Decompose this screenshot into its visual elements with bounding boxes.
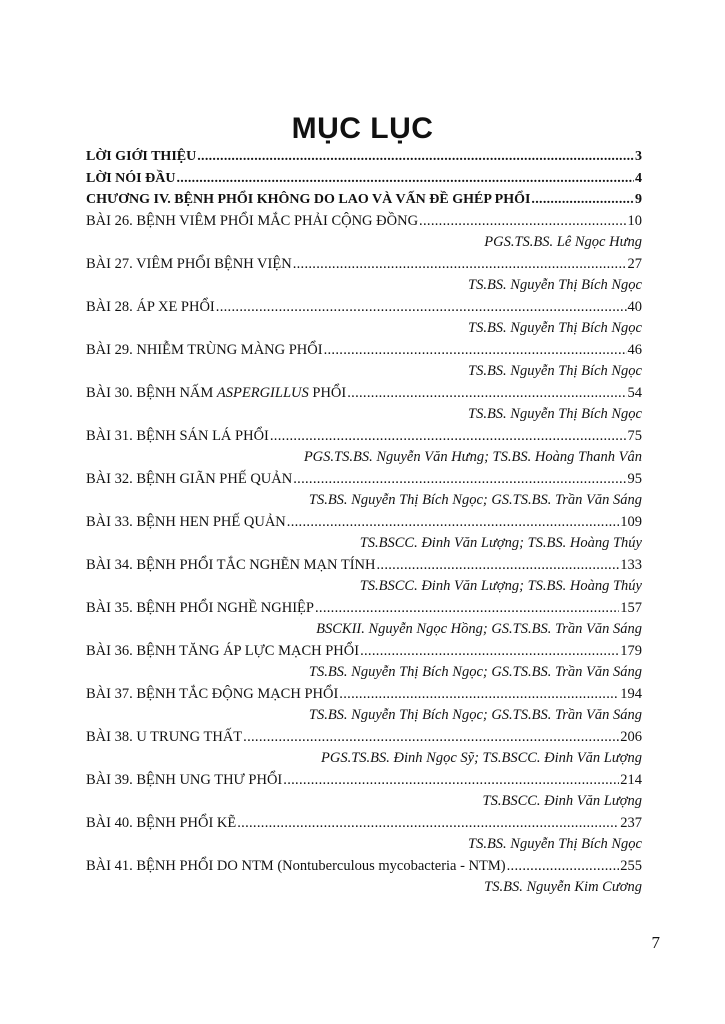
- toc-entry-title: BÀI 29. NHIỄM TRÙNG MÀNG PHỔI: [86, 341, 323, 358]
- toc-entry-page: 10: [627, 212, 642, 229]
- toc-entry-author: PGS.TS.BS. Đinh Ngọc Sỹ; TS.BSCC. Đinh Văn Lượng: [321, 750, 642, 766]
- toc-entry[interactable]: [86, 297, 642, 319]
- toc-entry-page: 27: [627, 255, 642, 272]
- dot-leader: [287, 512, 619, 534]
- toc-entry[interactable]: [86, 254, 642, 276]
- toc-entry-title-suffix: PHỔI: [308, 384, 347, 401]
- toc-entry[interactable]: [86, 383, 642, 405]
- toc-entry[interactable]: [86, 598, 642, 620]
- dot-leader: [216, 297, 627, 319]
- toc-entry[interactable]: [86, 211, 642, 233]
- toc-entry-author: PGS.TS.BS. Lê Ngọc Hưng: [484, 234, 642, 250]
- dot-leader: [347, 383, 626, 405]
- toc-entry-label: [86, 211, 418, 233]
- toc-entry-title: BÀI 35. BỆNH PHỔI NGHỀ NGHIỆP: [86, 599, 314, 616]
- dot-leader: [507, 856, 620, 878]
- toc-entry-page: 214: [620, 771, 642, 788]
- toc-entry-title: BÀI 32. BỆNH GIÃN PHẾ QUẢN: [86, 470, 293, 487]
- toc-entry-page: 206: [620, 728, 642, 745]
- toc-entry-title: BÀI 28. ÁP XE PHỔI: [86, 298, 215, 315]
- toc-entry-page: 237: [620, 814, 642, 831]
- toc-entry-title: BÀI 40. BỆNH PHỔI KẼ: [86, 814, 237, 831]
- toc-entry-title: BÀI 38. U TRUNG THẤT: [86, 728, 243, 745]
- dot-leader: [315, 598, 619, 620]
- toc-entry[interactable]: [86, 555, 642, 577]
- toc-entry-title: BÀI 37. BỆNH TẮC ĐỘNG MẠCH PHỔI: [86, 685, 339, 702]
- toc-entry-author: TS.BS. Nguyễn Thị Bích Ngọc: [468, 406, 642, 422]
- toc-entry[interactable]: [86, 641, 642, 663]
- toc-entry-title: BÀI 33. BỆNH HEN PHẾ QUẢN: [86, 513, 286, 530]
- toc-entry[interactable]: [86, 469, 642, 491]
- dot-leader: [283, 770, 619, 792]
- dot-leader: [293, 469, 626, 491]
- toc-entry[interactable]: [86, 770, 642, 792]
- toc-entry-label: [86, 340, 323, 362]
- toc-entry-page: 157: [620, 599, 642, 616]
- dot-leader: [531, 189, 634, 211]
- toc-entry-author: TS.BSCC. Đinh Văn Lượng: [482, 793, 642, 809]
- toc-entry[interactable]: [86, 684, 642, 706]
- toc-entry-preface[interactable]: [86, 168, 642, 190]
- toc-entry-page: 3: [635, 149, 642, 164]
- toc-entry-title: BÀI 26. BỆNH VIÊM PHỔI MẮC PHẢI CỘNG ĐỒNG: [86, 212, 419, 229]
- toc-entry-author: TS.BSCC. Đinh Văn Lượng; TS.BS. Hoàng Thúy: [359, 535, 642, 551]
- dot-leader: [419, 211, 626, 233]
- toc-entry-title-italic: ASPERGILLUS: [216, 384, 309, 401]
- toc-entry-label: [86, 254, 292, 276]
- toc-entry-page: 4: [635, 170, 642, 186]
- toc-entry-page: 179: [620, 642, 642, 659]
- toc-entry-author: TS.BS. Nguyễn Thị Bích Ngọc: [468, 320, 642, 336]
- toc-entry-title: BÀI 41. BỆNH PHỔI DO NTM (Nontuberculous mycobacteria - NTM): [86, 857, 506, 874]
- dot-leader: [376, 555, 619, 577]
- toc-entry-chapter-iv[interactable]: [86, 189, 642, 211]
- toc-entry[interactable]: [86, 727, 642, 749]
- dot-leader: [293, 254, 627, 276]
- toc-entry[interactable]: [86, 856, 642, 878]
- toc-entry-label: [86, 297, 215, 319]
- toc-entry-author: TS.BS. Nguyễn Thị Bích Ngọc; GS.TS.BS. Trần Văn Sáng: [308, 492, 642, 508]
- toc-entry[interactable]: [86, 426, 642, 448]
- toc-entry-label: [86, 770, 282, 792]
- toc-entry-page: 40: [627, 298, 642, 315]
- toc-entry[interactable]: [86, 340, 642, 362]
- toc-entry-label: [86, 598, 314, 620]
- dot-leader: [270, 426, 627, 448]
- toc-entry-title: BÀI 27. VIÊM PHỔI BỆNH VIỆN: [86, 255, 292, 272]
- toc-entry-label: [86, 813, 236, 835]
- toc-entry-page: 255: [620, 857, 642, 874]
- dot-leader: [360, 641, 619, 663]
- toc-entry-page: 75: [627, 427, 642, 444]
- toc-entry-page: 109: [620, 513, 642, 530]
- toc-entry-author: TS.BS. Nguyễn Thị Bích Ngọc; GS.TS.BS. Trần Văn Sáng: [308, 664, 642, 680]
- toc-entry-label: LỜI NÓI ĐẦU: [86, 170, 176, 186]
- toc-entry-label: CHƯƠNG IV. BỆNH PHỔI KHÔNG DO LAO VÀ VẤN ĐỀ GHÉP PHỔI: [86, 192, 531, 207]
- toc-entry-title: BÀI 31. BỆNH SÁN LÁ PHỔI: [86, 427, 269, 444]
- toc-entry-page: 133: [620, 556, 642, 573]
- toc-entry-label: LỜI GIỚI THIỆU: [86, 149, 197, 164]
- toc-entry[interactable]: [86, 512, 642, 534]
- toc-entry-author: TS.BS. Nguyễn Kim Cương: [484, 879, 642, 895]
- dot-leader: [324, 340, 627, 362]
- dot-leader: [176, 168, 634, 190]
- toc-entry-title: BÀI 34. BỆNH PHỔI TẮC NGHẼN MẠN TÍNH: [86, 556, 376, 573]
- toc-entry-label: [86, 856, 506, 878]
- toc-entry-label: [86, 727, 242, 749]
- dot-leader: [339, 684, 619, 706]
- toc-entry-title: BÀI 36. BỆNH TĂNG ÁP LỰC MẠCH PHỔI: [86, 642, 360, 659]
- dot-leader: [197, 146, 634, 168]
- toc-entry-label: [86, 641, 359, 663]
- toc-entry-page: 95: [627, 470, 642, 487]
- toc-entry-label: [86, 383, 346, 405]
- toc-entry-author: TS.BS. Nguyễn Thị Bích Ngọc: [468, 363, 642, 379]
- toc-entry-label: [86, 512, 286, 534]
- table-of-contents: [86, 146, 642, 899]
- toc-entry-label: [86, 684, 338, 706]
- toc-entry-author: TS.BS. Nguyễn Thị Bích Ngọc; GS.TS.BS. Trần Văn Sáng: [308, 707, 642, 723]
- toc-entry-page: 46: [627, 341, 642, 358]
- toc-entry-title: BÀI 39. BỆNH UNG THƯ PHỔI: [86, 771, 283, 788]
- toc-entry-page: 194: [620, 685, 642, 702]
- dot-leader: [243, 727, 619, 749]
- toc-entry-intro[interactable]: [86, 146, 642, 168]
- toc-entry-label: [86, 469, 292, 491]
- page-title: MỤC LỤC: [291, 112, 434, 145]
- toc-entry-author: PGS.TS.BS. Nguyễn Văn Hưng; TS.BS. Hoàng Thanh Vân: [303, 449, 642, 465]
- toc-entry-label: [86, 426, 269, 448]
- toc-entry-label: [86, 555, 375, 577]
- toc-entry-page: 54: [627, 384, 642, 401]
- lesson-list: [86, 211, 642, 899]
- toc-entry-author: TS.BS. Nguyễn Thị Bích Ngọc: [468, 277, 642, 293]
- page-number: 7: [651, 933, 660, 952]
- toc-entry-page: 9: [635, 192, 642, 207]
- toc-entry-author: TS.BSCC. Đinh Văn Lượng; TS.BS. Hoàng Thúy: [359, 578, 642, 594]
- toc-entry[interactable]: [86, 813, 642, 835]
- toc-entry-title: BÀI 30. BỆNH NẤM: [86, 384, 217, 401]
- toc-entry-author: BSCKII. Nguyễn Ngọc Hồng; GS.TS.BS. Trần Văn Sáng: [316, 621, 642, 637]
- toc-entry-author: TS.BS. Nguyễn Thị Bích Ngọc: [468, 836, 642, 852]
- dot-leader: [237, 813, 619, 835]
